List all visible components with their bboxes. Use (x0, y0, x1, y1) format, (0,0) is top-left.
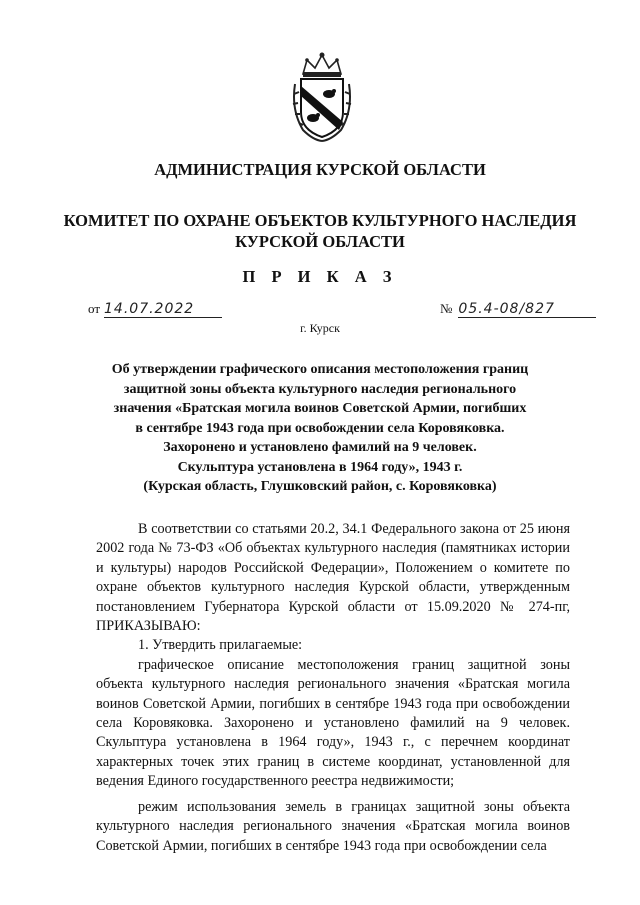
document-title (95, 360, 545, 497)
document-type: П Р И К А З (242, 267, 398, 286)
title-line: (Курская область, Глушковский район, с. Коровяковка) (143, 479, 497, 494)
city: г. Курск (300, 321, 340, 335)
order-date (88, 301, 222, 318)
body-paragraph-land-use-regime: режим использования земель в границах защитной зоны объекта культурного наследия регионального значения «Братская могила воинов Советской Армии, погибших в сентябре 1943 года при освобождении села (96, 798, 570, 854)
number-value: 05.4-08/827 (458, 301, 596, 318)
body-paragraph-item-1: 1. Утвердить прилагаемые: (138, 637, 303, 654)
date-prefix: от (88, 301, 101, 316)
kursk-coat-of-arms-icon (289, 50, 355, 142)
body-paragraph-legal-basis: В соответствии со статьями 20.2, 34.1 Федерального закона от 25 июня 2002 года № 73-ФЗ «Об объектах культурного наследия (памятниках истории и культуры) народов Российской Федерации», Положением о комитете по охране объектов культурного наследия Курской области, утвержденным постановлением Губернатора Курской области от 15.09.2020 № 274-пг, ПРИКАЗЫВАЮ: (96, 521, 570, 635)
title-line: Об утверждении графического описания местоположения границ (111, 362, 529, 377)
committee-line-1: КОМИТЕТ ПО ОХРАНЕ ОБЪЕКТОВ КУЛЬТУРНОГО НАСЛЕДИЯ (63, 211, 577, 230)
committee-heading (60, 210, 580, 252)
administration-heading: АДМИНИСТРАЦИЯ КУРСКОЙ ОБЛАСТИ (154, 160, 486, 179)
document-body (96, 520, 570, 856)
title-line: в сентябре 1943 года при освобождении села Коровяковка. (135, 420, 505, 436)
order-number (440, 301, 596, 318)
title-line: значения «Братская могила воинов Советской Армии, погибших (113, 401, 527, 416)
title-line: Захоронено и установлено фамилий на 9 человек. (163, 440, 477, 455)
committee-line-2: КУРСКОЙ ОБЛАСТИ (235, 232, 405, 251)
title-line: защитной зоны объекта культурного наследия регионального (123, 381, 517, 397)
title-line: Скульптура установлена в 1964 году», 1943 г. (177, 459, 463, 475)
number-prefix: № (440, 301, 453, 316)
body-paragraph-graphic-description: графическое описание местоположения границ защитной зоны объекта культурного наследия регионального значения «Братская могила воинов Советской Армии, погибших в сентябре 1943 года при освобождении села Коровяковка. Захоронено и установлено фамилий на 9 человек. Скульптура установлена в 1964 году», 1943 г., с перечнем координат характерных точек этих границ в системе координат, установленной для ведения Единого государственного реестра недвижимости; (96, 656, 570, 790)
date-value: 14.07.2022 (104, 301, 222, 318)
